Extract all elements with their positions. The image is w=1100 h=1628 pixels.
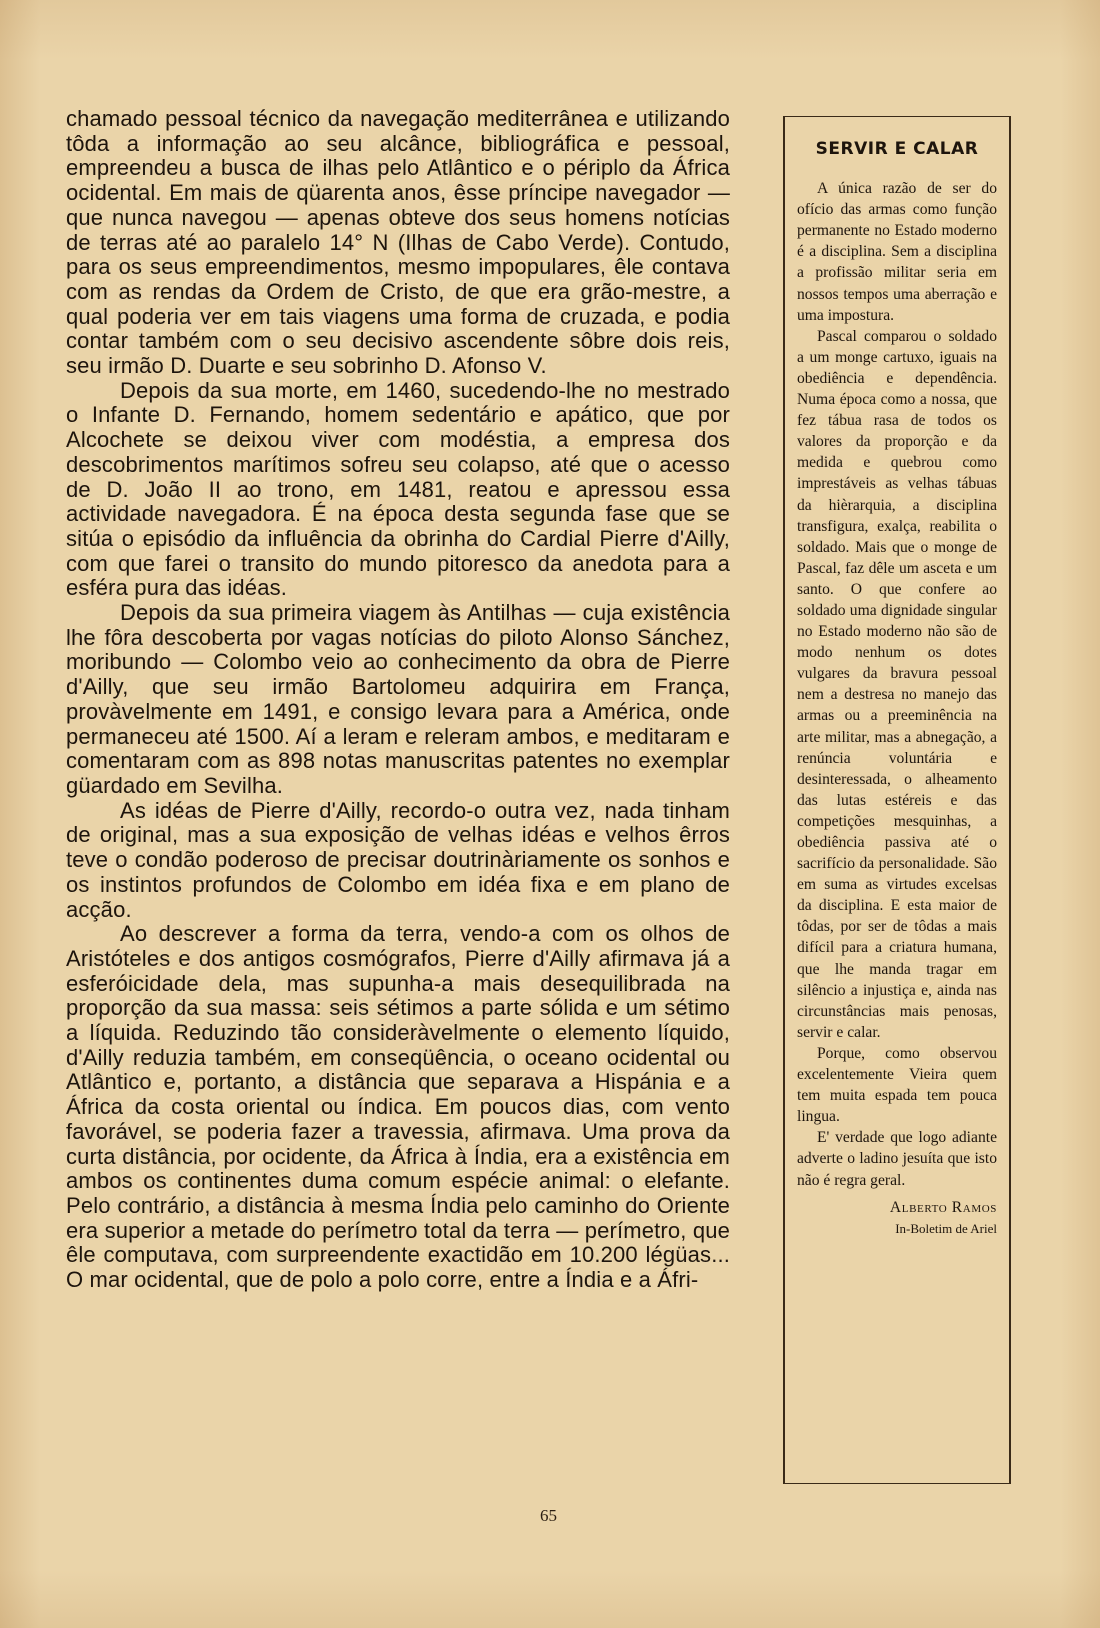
page-number: 65 [540, 1506, 557, 1525]
sidebar-author: Alberto Ramos [889, 1198, 997, 1216]
main-paragraph-3: Depois da sua primeira viagem às Antilhas — cuja existência lhe fôra descoberta por vagas notícias do piloto Alonso Sánchez, moribundo — Colombo veio ao conhecimento da obra de Pierre d'Ailly, que seu irmão Bartolomeu adquirira em França, provàvelmente em 1491, e consigo levara para a América, onde permaneceu até 1500. Aí a leram e releram ambos, e meditaram e comentaram com as 898 notas manuscritas patentes no exemplar güardado em Sevilha. [66, 600, 730, 798]
main-paragraph-5: Ao descrever a forma da terra, vendo-a com os olhos de Aristóteles e dos antigos cosmógrafos, Pierre d'Ailly afirmava já a esferóicidade dela, mas supunha-a mais desequilibrada na proporção da sua massa: seis sétimos a parte sólida e um sétimo a líquida. Reduzindo tão consideràvelmente o elemento líquido, d'Ailly reduzia também, em conseqüência, o oceano ocidental ou Atlântico e, portanto, a distância que separava a Hispánia e a África da costa oriental ou índica. Em poucos dias, com vento favorável, se poderia fazer a travessia, afirmava. Uma prova da curta distância, por ocidente, da África à Índia, era a existência em ambos os continentes duma comum espécie animal: o elefante. Pelo contrário, a distância à mesma Índia pelo caminho do Oriente era superior a metade do perímetro total da terra — perímetro, que êle computava, com surpreendente exactidão em 10.200 légüas... O mar ocidental, que de polo a polo corre, entre a Índia e a Áfri- [66, 921, 730, 1293]
main-text-column [66, 107, 730, 1293]
sidebar-title: SERVIR E CALAR [815, 139, 979, 159]
sidebar-source: In-Boletim de Ariel [895, 1220, 997, 1236]
main-paragraph-2: Depois da sua morte, em 1460, sucedendo-lhe no mestrado o Infante D. Fernando, homem sedentário e apático, que por Alcochete se deixou viver com modéstia, a empresa dos descobrimentos marítimos sofreu seu colapso, até que o acesso de D. João II ao trono, em 1481, reatou e apressou essa actividade navegadora. É na época desta segunda fase que se sitúa o episódio da influência da obrinha do Cardial Pierre d'Ailly, com que farei o transito do mundo pitoresco da anedota para a esféra pura das idéas. [66, 377, 730, 601]
sidebar-box [783, 116, 1011, 1484]
sidebar-paragraph-3: Porque, como observou excelentemente Vieira quem tem muita espada tem pouca lingua. [797, 1044, 997, 1126]
main-paragraph-4: As idéas de Pierre d'Ailly, recordo-o outra vez, nada tinham de original, mas a sua exposição de velhas idéas e velhos êrros teve o condão poderoso de precisar doutrinàriamente os sonhos e os instintos profundos de Colombo em idéa fixa e em plano de acção. [66, 797, 730, 922]
sidebar-paragraph-2: Pascal comparou o soldado a um monge cartuxo, iguais na obediência e dependência. Numa época como a nossa, que fez tábua rasa de todos os valores da proporção e da medida e quebrou como imprestáveis as velhas tábuas da hièrarquia, a disciplina transfigura, exalça, reabilita o soldado. Mais que o monge de Pascal, faz dêle um asceta e um santo. O que confere ao soldado uma dignidade singular no Estado moderno não são de modo nenhum os dotes vulgares da bravura pessoal nem a destresa no manejo das armas ou a preeminência na arte militar, mas a abnegação, a renúncia voluntária e desinteressada, o alheamento das lutas estéreis e das competições mesquinhas, a obediência passiva até o sacrifício da personalidade. São em suma as virtudes excelsas da disciplina. E esta maior de tôdas, por ser de tôdas a mais difícil para a criatura humana, que lhe manda tragar em silêncio a injustiça e, ainda nas circunstâncias mais penosas, servir e calar. [797, 327, 997, 1041]
sidebar-content [797, 139, 997, 1239]
main-paragraph-1: chamado pessoal técnico da navegação mediterrânea e utilizando tôda a informação ao seu alcânce, bibliográfica e pessoal, empreendeu a busca de ilhas pelo Atlântico e o périplo da África ocidental. Em mais de qüarenta anos, êsse príncipe navegador — que nunca navegou — apenas obteve dos seus homens notícias de terras até ao paralelo 14° N (Ilhas de Cabo Verde). Contudo, para os seus empreendimentos, mesmo impopulares, êle contava com as rendas da Ordem de Cristo, de que era grão-mestre, a qual poderia ver em tais viagens uma forma de cruzada, e podia contar também com o seu decisivo ascendente sôbre dois reis, seu irmão D. Duarte e seu sobrinho D. Afonso V. [66, 106, 730, 379]
sidebar-paragraph-1: A única razão de ser do ofício das armas como função permanente no Estado moderno é a disciplina. Sem a disciplina a profissão militar seria em nossos tempos uma aberração e uma impostura. [797, 180, 997, 324]
sidebar-paragraph-4: E' verdade que logo adiante adverte o ladino jesuíta que isto não é regra geral. [797, 1129, 997, 1189]
